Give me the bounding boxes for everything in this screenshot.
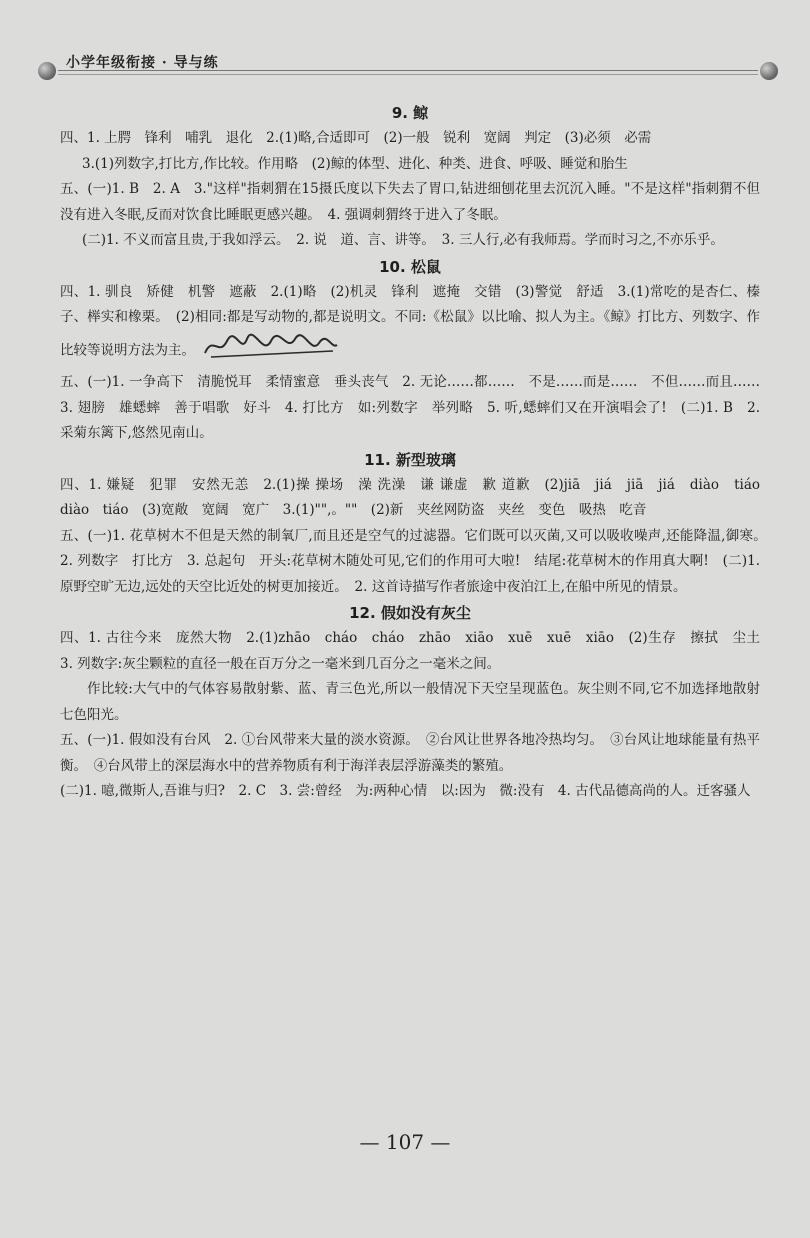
answer-line: 五、(一)1. B 2. A 3."这样"指刺猬在15摄氏度以下失去了胃口,钻进细刨花里去沉沉入睡。"不是这样"指刺猬不但没有进入冬眠,反而对饮食比睡眠更感兴趣。 4. 强调刺猬终于进入了冬眠。 xyxy=(60,181,760,223)
answer-line: 五、(一)1. 一争高下 清脆悦耳 柔情蜜意 垂头丧气 2. 无论……都…… 不是……而是…… 不但……而且…… 3. 翅膀 雄蟋蟀 善于唱歌 好斗 4. 打比方 如:列数字 举列略 5. 听,蟋蟀们又在开演唱会了! (二)1. B 2. 采菊东篱下,悠然见南山。 xyxy=(60,374,774,441)
answer-content xyxy=(60,100,774,805)
answer-line: 3.(1)列数字,打比方,作比较。作用略 (2)鲸的体型、进化、种类、进食、呼吸、睡觉和胎生 xyxy=(82,155,628,172)
answer-line: 四、1. 上腭 锋利 哺乳 退化 2.(1)略,合适即可 (2)一般 锐利 宽阔 判定 (3)必须 必需 xyxy=(60,130,652,146)
answer-line: 四、1. 古往今来 庞然大物 2.(1)zhāo cháo cháo zhāo xiāo xuē xuē xiāo (2)生存 擦拭 尘土 3. 列数字:灰尘颗粒的直径一般在百万分之一毫米到几百分之一毫米之间。 xyxy=(60,630,774,672)
header-ornament-right xyxy=(760,62,778,80)
header-rule-secondary xyxy=(58,74,758,75)
answer-text: 四、1. 驯良 矫健 机警 遮蔽 2.(1)略 (2)机灵 锋利 遮掩 交错 (3)警觉 舒适 3.(1)常吃的是杏仁、榛子、榉实和橡栗。 (2)相同:都是写动物的,都是说明文。不同:《松鼠》以比喻、拟人为主。《鲸》打比方、列数字、作比较等说明方法为主。 xyxy=(60,283,760,358)
answer-line: 四、1. 嫌疑 犯罪 安然无恙 2.(1)操 操场 澡 洗澡 谦 谦虚 歉 道歉 (2)jiā jiá jiā jiá diào tiáo diào tiáo (3)宽敞 宽阔 宽广 3.(1)"",。"" (2)新 夹丝网防盗 夹丝 变色 吸热 吃音 xyxy=(60,476,774,518)
answer-line: 五、(一)1. 花草树木不但是天然的制氧厂,而且还是空气的过滤器。它们既可以灭菌,又可以吸收噪声,还能降温,御寒。 2. 列数字 打比方 3. 总起句 开头:花草树木随处可见,它们的作用可大啦! 结尾:花草树木的作用真大啊! (二)1. 原野空旷无边,远处的天空比近处的树更加接近。 2. 这首诗描写作者旅途中夜泊江上,在船中所见的情景。 xyxy=(60,527,774,595)
answer-line: 作比较:大气中的气体容易散射紫、蓝、青三色光,所以一般情况下天空呈现蓝色。灰尘则不同,它不加选择地散射七色阳光。 xyxy=(60,681,760,723)
answer-line: (二)1. 不义而富且贵,于我如浮云。 2. 说 道、言、讲等。 3. 三人行,必有我师焉。学而时习之,不亦乐乎。 xyxy=(82,232,724,248)
handwritten-note xyxy=(201,331,341,371)
answer-line: (二)1. 噫,微斯人,吾谁与归? 2. C 3. 尝:曾经 为:两种心情 以:因为 微:没有 4. 古代品德高尚的人。迁客骚人 xyxy=(60,783,751,799)
page-header xyxy=(38,48,778,88)
section-title: 11. 新型玻璃 xyxy=(364,450,456,469)
page-number: — 107 — xyxy=(359,1130,451,1154)
answer-line: 五、(一)1. 假如没有台风 2. ①台风带来大量的淡水资源。 ②台风让世界各地冷热均匀。 ③台风让地球能量有热平衡。 ④台风带上的深层海水中的营养物质有利于海洋表层浮游藻类的繁殖。 xyxy=(60,732,760,774)
header-ornament-left xyxy=(38,62,56,80)
section-title: 9. 鲸 xyxy=(391,104,429,122)
header-rule xyxy=(58,70,758,71)
answer-line xyxy=(60,280,760,371)
header-title: 小学年级衔接 · 导与练 xyxy=(66,55,219,71)
section-title: 12. 假如没有灰尘 xyxy=(349,604,471,622)
section-title: 10. 松鼠 xyxy=(379,257,441,276)
